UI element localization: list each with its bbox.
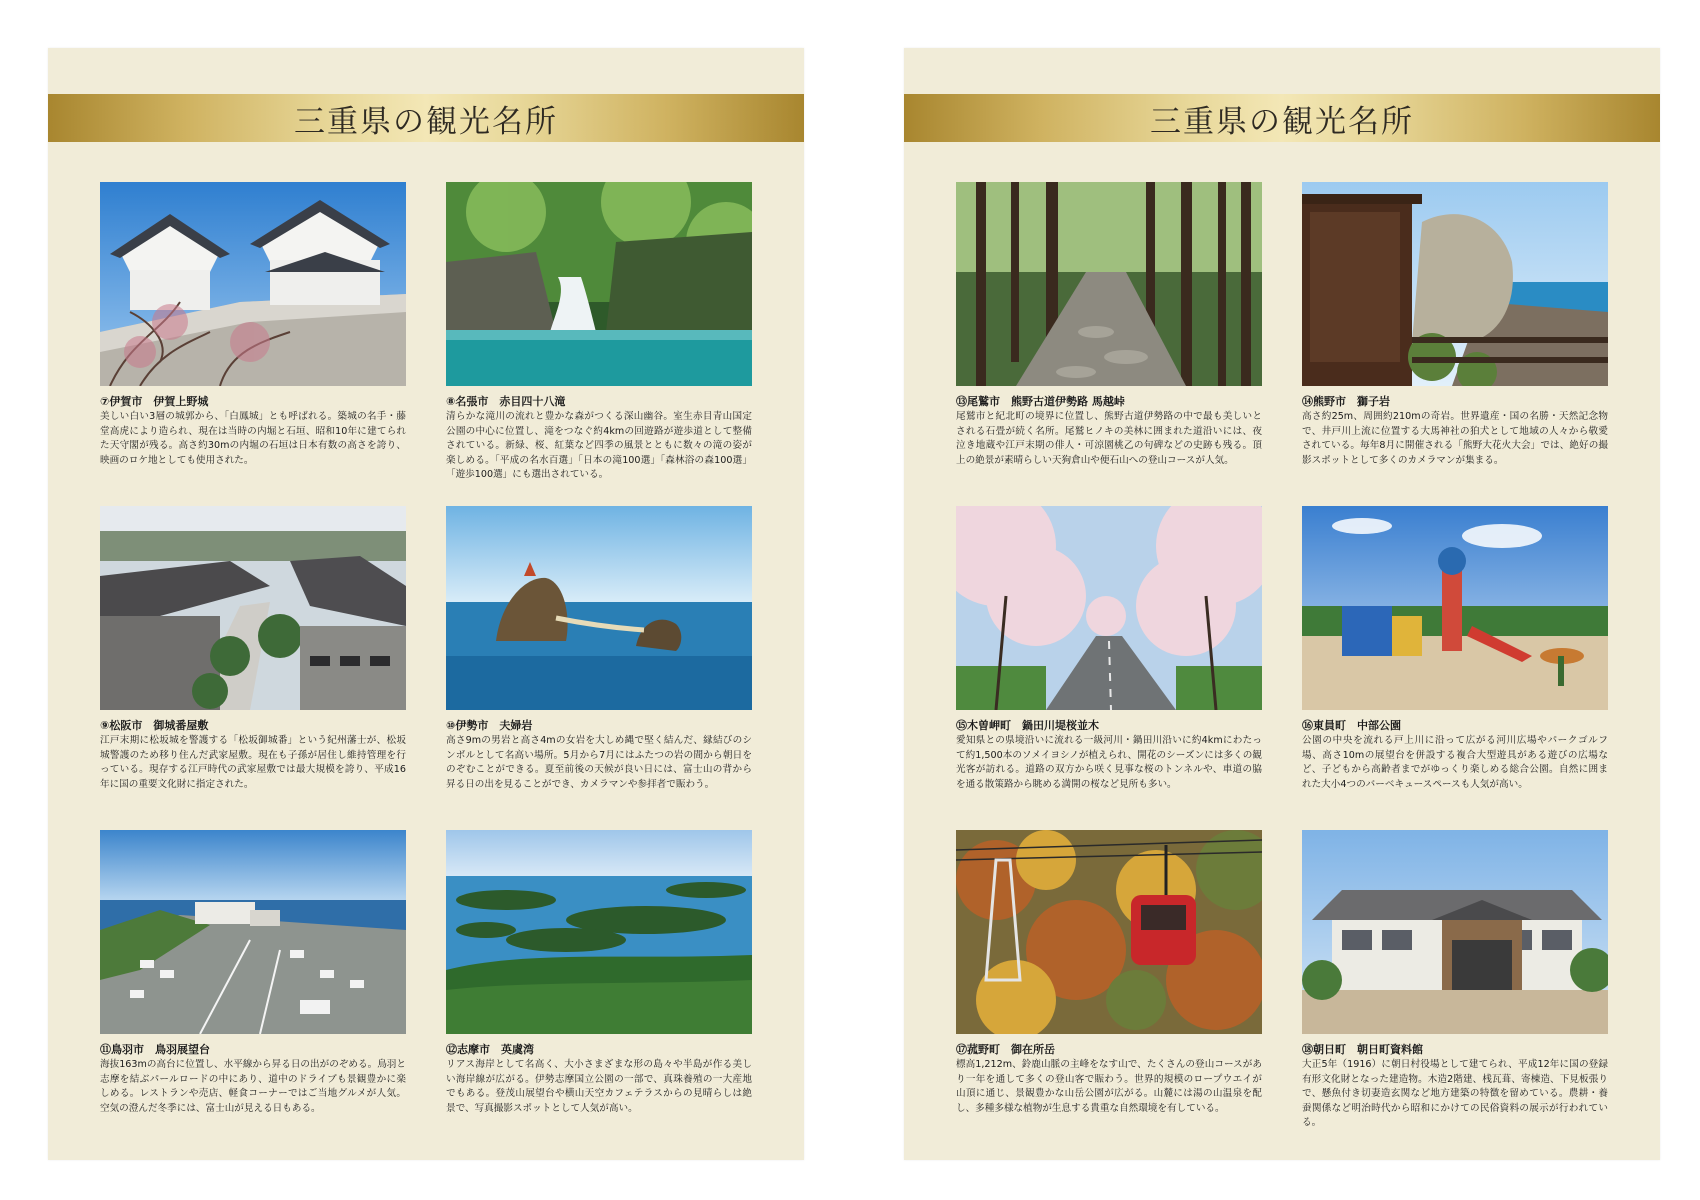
photo-asahi-museum <box>1302 830 1608 1034</box>
spot-description: 愛知県との県境沿いに流れる一級河川・鍋田川沿いに約4kmにわたって約1,500本のソメイヨシノが植えられ、開花のシーズンには多くの観光客が訪れる。道路の双方から咲く見事な桜のトンネルや、車道の脇を通る散策路から眺める満開の桜など見所も多い。 <box>956 735 1262 790</box>
title-band <box>48 94 804 142</box>
spot-title: ⑨松阪市 御城番屋敷 <box>100 719 209 732</box>
brochure-page-left <box>48 48 804 1160</box>
spot-title: ⑮木曽岬町 鍋田川堤桜並木 <box>956 719 1099 732</box>
spot-description: 高さ約25m、周囲約210mの奇岩。世界遺産・国の名勝・天然記念物で、井戸川上流に位置する大馬神社の狛犬として地域の人々から敬愛されている。毎年8月に開催される「熊野大花火大会」では、絶好の撮影スポットとして多くのカメラマンが集まる。 <box>1302 411 1608 466</box>
page-title: 三重県の観光名所 <box>294 103 558 140</box>
spot-title: ⑪鳥羽市 鳥羽展望台 <box>100 1043 210 1056</box>
spot-card <box>446 830 752 1146</box>
photo-meoto-iwa <box>446 506 752 710</box>
spot-title: ⑬尾鷲市 熊野古道伊勢路 馬越峠 <box>956 395 1125 408</box>
photo-chubu-park <box>1302 506 1608 710</box>
spot-card <box>446 506 752 822</box>
spot-title: ⑫志摩市 英虞湾 <box>446 1043 534 1056</box>
photo-magose-pass <box>956 182 1262 386</box>
spot-title: ⑯東員町 中部公園 <box>1302 719 1401 732</box>
spot-title: ⑰菰野町 御在所岳 <box>956 1043 1055 1056</box>
photo-shishi-iwa <box>1302 182 1608 386</box>
spot-description: 標高1,212m、鈴鹿山脈の主峰をなす山で、たくさんの登山コースがあり一年を通して多くの登山客で賑わう。世界的規模のロープウエイが山頂に通じ、景観豊かな山岳公園が広がる。山麓には湯の山温泉を配し、多種多様な植物が生息する貴重な自然環境を有している。 <box>956 1059 1262 1114</box>
spot-description: 尾鷲市と紀北町の境界に位置し、熊野古道伊勢路の中で最も美しいとされる石畳が続く名所。尾鷲ヒノキの美林に囲まれた道沿いには、夜泣き地蔵や江戸末期の俳人・可涼園桃乙の句碑などの史跡も残る。頂上の絶景が素晴らしい天狗倉山や便石山への登山コースが人気。 <box>956 411 1262 466</box>
spot-description: 江戸末期に松坂城を警護する「松坂御城番」という紀州藩士が、松坂城警護のため移り住んだ武家屋敷。現在も子孫が居住し維持管理を行っている。現存する江戸時代の武家屋敷では最大規模を誇り、平成16年に国の重要文化財に指定された。 <box>100 735 406 790</box>
photo-akame-falls <box>446 182 752 386</box>
spot-description: 公園の中央を流れる戸上川に沿って広がる河川広場やパークゴルフ場、高さ10mの展望台を併設する複合大型遊具がある遊びの広場など、子どもから高齢者までがゆっくり楽しめる総合公園。自然に囲まれた大小4つのバーベキュースペースも人気が高い。 <box>1302 735 1608 790</box>
spot-card <box>956 506 1262 822</box>
spot-title: ⑧名張市 赤目四十八滝 <box>446 395 566 408</box>
spot-card <box>100 506 406 822</box>
spot-description: 美しい白い3層の城郭から、「白鳳城」とも呼ばれる。築城の名手・藤堂高虎により造られ、現在は当時の内堀と石垣、昭和10年に建てられた天守閣が残る。高さ約30mの内堀の石垣は日本有数の高さを誇り、映画のロケ地としても使用された。 <box>100 411 406 466</box>
spot-title: ⑦伊賀市 伊賀上野城 <box>100 395 209 408</box>
photo-gojoban-yashiki <box>100 506 406 710</box>
page-title: 三重県の観光名所 <box>1150 103 1414 140</box>
photo-ago-bay <box>446 830 752 1034</box>
spot-card <box>1302 182 1608 498</box>
spot-description: 海抜163mの高台に位置し、水平線から昇る日の出がのぞめる。鳥羽と志摩を結ぶパールロードの中にあり、道中のドライブも景観豊かに楽しめる。レストランや売店、軽食コーナーではご当地グルメが人気。空気の澄んだ冬季には、富士山が見える日もある。 <box>100 1059 406 1114</box>
photo-nabetagawa-cherry <box>956 506 1262 710</box>
spot-card <box>100 182 406 498</box>
photo-gozaisho-ropeway <box>956 830 1262 1034</box>
spot-card <box>956 182 1262 498</box>
spot-title: ⑱朝日町 朝日町資料館 <box>1302 1043 1423 1056</box>
title-band <box>904 94 1660 142</box>
photo-toba-observatory <box>100 830 406 1034</box>
spot-card <box>1302 506 1608 822</box>
spot-card <box>956 830 1262 1146</box>
spot-description: リアス海岸として名高く、大小さまざまな形の島々や半島が作る美しい海岸線が広がる。伊勢志摩国立公園の一部で、真珠養殖の一大産地でもある。登茂山展望台や横山天空カフェテラスからの見晴らしは絶景で、写真撮影スポットとして人気が高い。 <box>446 1059 752 1114</box>
spot-title: ⑭熊野市 獅子岩 <box>1302 395 1390 408</box>
spot-title: ⑩伊勢市 夫婦岩 <box>446 719 533 732</box>
spot-card <box>100 830 406 1146</box>
photo-iga-ueno-castle <box>100 182 406 386</box>
spot-card <box>446 182 752 498</box>
spot-description: 高さ9mの男岩と高さ4mの女岩を大しめ縄で堅く結んだ、縁結びのシンボルとして名高い場所。5月から7月にはふたつの岩の間から朝日をのぞむことができる。夏至前後の天候が良い日には、富士山の背から昇る日の出を見ることができ、カメラマンや参拝者で賑わう。 <box>446 735 752 790</box>
spot-description: 大正5年（1916）に朝日村役場として建てられ、平成12年に国の登録有形文化財となった建造物。木造2階建、桟瓦葺、寄棟造、下見板張りで、懸魚付き切妻造玄関など地方建築の特徴を留めている。農耕・養蚕関係など明治時代から昭和にかけての民俗資料の展示が行われている。 <box>1302 1059 1608 1129</box>
brochure-page-right <box>904 48 1660 1160</box>
spot-card <box>1302 830 1608 1146</box>
spot-description: 清らかな滝川の流れと豊かな森がつくる深山幽谷。室生赤目青山国定公園の中心に位置し、滝をつなぐ約4kmの回遊路が遊歩道として整備されている。新緑、桜、紅葉など四季の風景とともに数々の滝の姿が楽しめる。「平成の名水百選」「日本の滝100選」「森林浴の森100選」「遊歩100選」にも選出されている。 <box>446 411 752 481</box>
